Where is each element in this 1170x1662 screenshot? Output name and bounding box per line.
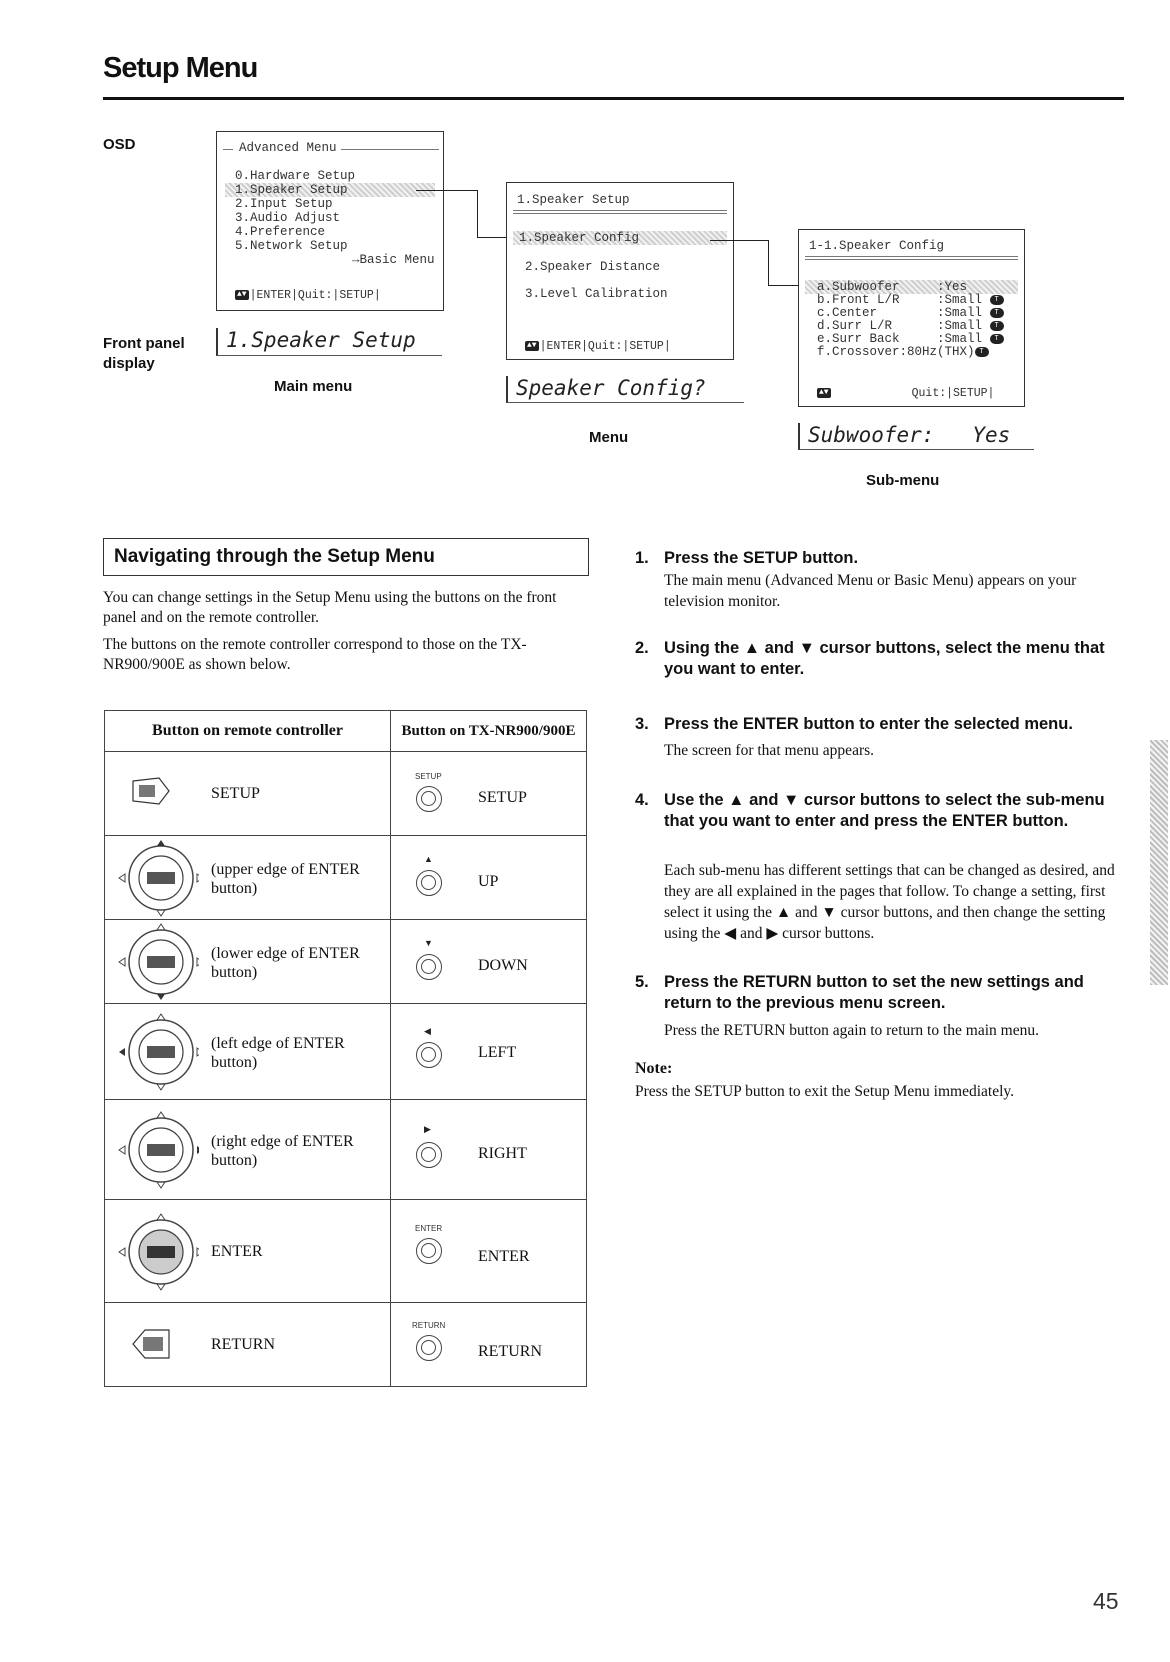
panel-knob-icon [416, 870, 442, 896]
menu-lcd: Speaker Config? [506, 376, 744, 403]
step-3 [635, 714, 1122, 761]
main-menu-lcd: 1.Speaker Setup [216, 328, 442, 356]
table-cell-panel [391, 836, 587, 920]
cursor-keys-icon: ▲▼ [237, 289, 247, 299]
step-4 [635, 790, 1122, 944]
step-title: Using the ▲ and ▼ cursor buttons, select the menu that you want to enter. [664, 639, 1105, 678]
menu-item-preference: 4.Preference [235, 225, 326, 239]
main-menu-title: Advanced Menu [239, 141, 337, 155]
basic-menu-link: →Basic Menu [352, 253, 435, 267]
right-arrow-icon: ▶ [424, 1124, 431, 1134]
panel-button-right: RIGHT [478, 1145, 527, 1162]
panel-knob-icon [416, 1335, 442, 1361]
main-menu-caption: Main menu [274, 378, 353, 395]
table-cell-panel [391, 1303, 587, 1387]
remote-label-down: (lower edge of ENTER button) [211, 945, 360, 981]
panel-label-enter: ENTER [415, 1224, 443, 1233]
remote-label-return: RETURN [211, 1336, 275, 1353]
menu-caption: Menu [589, 429, 629, 446]
sub-item-surr: d.Surr L/R :Small T [817, 319, 1024, 333]
panel-button-enter: ENTER [478, 1248, 530, 1265]
down-arrow-icon: ▼ [424, 938, 433, 948]
sub-menu-lcd: Subwoofer: Yes [798, 423, 1034, 450]
table-row [105, 752, 391, 836]
thx-icon: T [990, 308, 1004, 318]
panel-label-return: RETURN [412, 1321, 446, 1330]
remote-label-enter: ENTER [211, 1243, 263, 1260]
thx-icon: T [990, 321, 1004, 331]
panel-button-left: LEFT [478, 1044, 517, 1061]
table-cell-panel [391, 1200, 587, 1303]
sub-item-front: b.Front L/R :Small T [817, 293, 1024, 307]
panel-button-down: DOWN [478, 957, 528, 974]
remote-label-up: (upper edge of ENTER button) [211, 861, 360, 897]
remote-label-left: (left edge of ENTER button) [211, 1035, 345, 1071]
sub-item-subwoofer-selected: a.Subwoofer :Yes [805, 280, 1018, 294]
table-cell-panel [391, 1004, 587, 1100]
osd-label: OSD [103, 136, 136, 153]
menu-item-speaker-distance: 2.Speaker Distance [525, 260, 661, 274]
step-number: 1. [635, 549, 649, 567]
panel-knob-icon [416, 954, 442, 980]
step-5 [635, 972, 1122, 1041]
panel-knob-icon [416, 1042, 442, 1068]
step-title: Press the SETUP button. [664, 549, 859, 567]
left-arrow-icon: ◀ [424, 1026, 431, 1036]
page-number: 45 [1093, 1588, 1119, 1614]
panel-knob-icon [416, 786, 442, 812]
menu-item-network: 5.Network Setup [235, 239, 348, 253]
step-body: Each sub-menu has different settings that can be changed as desired, and they are all explained in the pages that follow. To change a setting, first select it using the ▲ and ▼ cursor buttons, and then change the setting using the ◀ and ▶ cursor buttons. [664, 862, 1115, 942]
enter-dpad-icon [115, 836, 199, 920]
step-title: Use the ▲ and ▼ cursor buttons to select the sub-menu that you want to enter and press the ENTER button. [664, 791, 1105, 830]
front-panel-label: Front panel display [103, 335, 185, 372]
table-row [105, 1303, 391, 1387]
page-title: Setup Menu [103, 52, 258, 84]
title-rule [103, 97, 1124, 100]
connector-line [416, 190, 478, 191]
step-title: Press the RETURN button to set the new settings and return to the previous menu screen. [664, 973, 1084, 1012]
main-menu-screen [216, 131, 444, 311]
table-row [105, 920, 391, 1004]
sub-item-center: c.Center :Small T [817, 306, 1024, 320]
menu-item-hardware: 0.Hardware Setup [235, 169, 356, 183]
side-tab [1150, 740, 1168, 985]
sub-item-surr-back: e.Surr Back :Small T [817, 332, 1024, 346]
panel-label-setup: SETUP [415, 772, 442, 781]
intro-paragraph-2: The buttons on the remote controller correspond to those on the TX-NR900/900E as shown below. [103, 636, 527, 673]
table-row [105, 1004, 391, 1100]
panel-button-up: UP [478, 873, 499, 890]
step-number: 4. [635, 791, 649, 809]
table-row [105, 836, 391, 920]
remote-label-right: (right edge of ENTER button) [211, 1133, 354, 1169]
menu-title: 1.Speaker Setup [517, 193, 630, 207]
table-row [105, 1200, 391, 1303]
enter-dpad-icon [115, 1210, 199, 1294]
panel-button-setup: SETUP [478, 789, 527, 806]
menu-footer: ▲▼ |ENTER|Quit:|SETUP| [527, 340, 671, 353]
menu-screen [506, 182, 734, 360]
note [635, 1058, 1122, 1102]
menu-item-speaker-selected: 1.Speaker Setup [225, 183, 435, 197]
thx-icon: T [990, 295, 1004, 305]
table-cell-panel [391, 1100, 587, 1200]
sub-item-crossover: f.Crossover:80Hz(THX) T [817, 345, 1024, 359]
enter-dpad-icon [115, 1108, 199, 1192]
sub-menu-footer: ▲▼ Quit:|SETUP| [819, 387, 995, 400]
cursor-keys-icon: ▲▼ [527, 340, 537, 350]
note-label: Note: [635, 1060, 673, 1077]
step-number: 5. [635, 973, 649, 991]
setup-remote-icon [131, 776, 171, 806]
menu-item-speaker-config-selected: 1.Speaker Config [513, 231, 727, 245]
table-cell-panel [391, 920, 587, 1004]
note-text: Press the SETUP button to exit the Setup Menu immediately. [635, 1083, 1014, 1100]
button-table [104, 710, 587, 1387]
step-1 [635, 548, 1122, 612]
return-remote-icon [131, 1327, 171, 1361]
connector-line [477, 190, 478, 238]
menu-item-input: 2.Input Setup [235, 197, 333, 211]
sub-menu-caption: Sub-menu [866, 472, 940, 489]
step-number: 2. [635, 639, 649, 657]
step-body: The main menu (Advanced Menu or Basic Menu) appears on your television monitor. [664, 572, 1077, 610]
step-body: Press the RETURN button again to return to the main menu. [664, 1022, 1039, 1039]
menu-item-audio: 3.Audio Adjust [235, 211, 341, 225]
sub-menu-title: 1-1.Speaker Config [809, 239, 945, 253]
enter-dpad-icon [115, 920, 199, 1004]
step-body: The screen for that menu appears. [664, 742, 875, 759]
enter-dpad-icon [115, 1010, 199, 1094]
connector-line [768, 240, 769, 286]
cursor-keys-icon: ▲▼ [819, 387, 829, 397]
step-number: 3. [635, 715, 649, 733]
panel-button-return: RETURN [478, 1343, 542, 1360]
table-row [105, 1100, 391, 1200]
table-cell-panel [391, 752, 587, 836]
sub-menu-screen [798, 229, 1025, 407]
panel-knob-icon [416, 1142, 442, 1168]
intro-paragraph: You can change settings in the Setup Menu using the buttons on the front panel and on the remote controller. [103, 589, 557, 626]
up-arrow-icon: ▲ [424, 854, 433, 864]
section-heading: Navigating through the Setup Menu [103, 538, 589, 576]
thx-icon: T [975, 347, 989, 357]
menu-item-level-calibration: 3.Level Calibration [525, 287, 668, 301]
step-2 [635, 638, 1122, 682]
thx-icon: T [990, 334, 1004, 344]
remote-label-setup: SETUP [211, 785, 260, 802]
panel-knob-icon [416, 1238, 442, 1264]
connector-line [710, 240, 768, 241]
step-title: Press the ENTER button to enter the selected menu. [664, 715, 1073, 733]
table-header-remote: Button on remote controller [105, 711, 391, 752]
main-menu-footer: ▲▼ |ENTER|Quit:|SETUP| [237, 289, 381, 302]
table-header-panel: Button on TX-NR900/900E [391, 711, 587, 752]
